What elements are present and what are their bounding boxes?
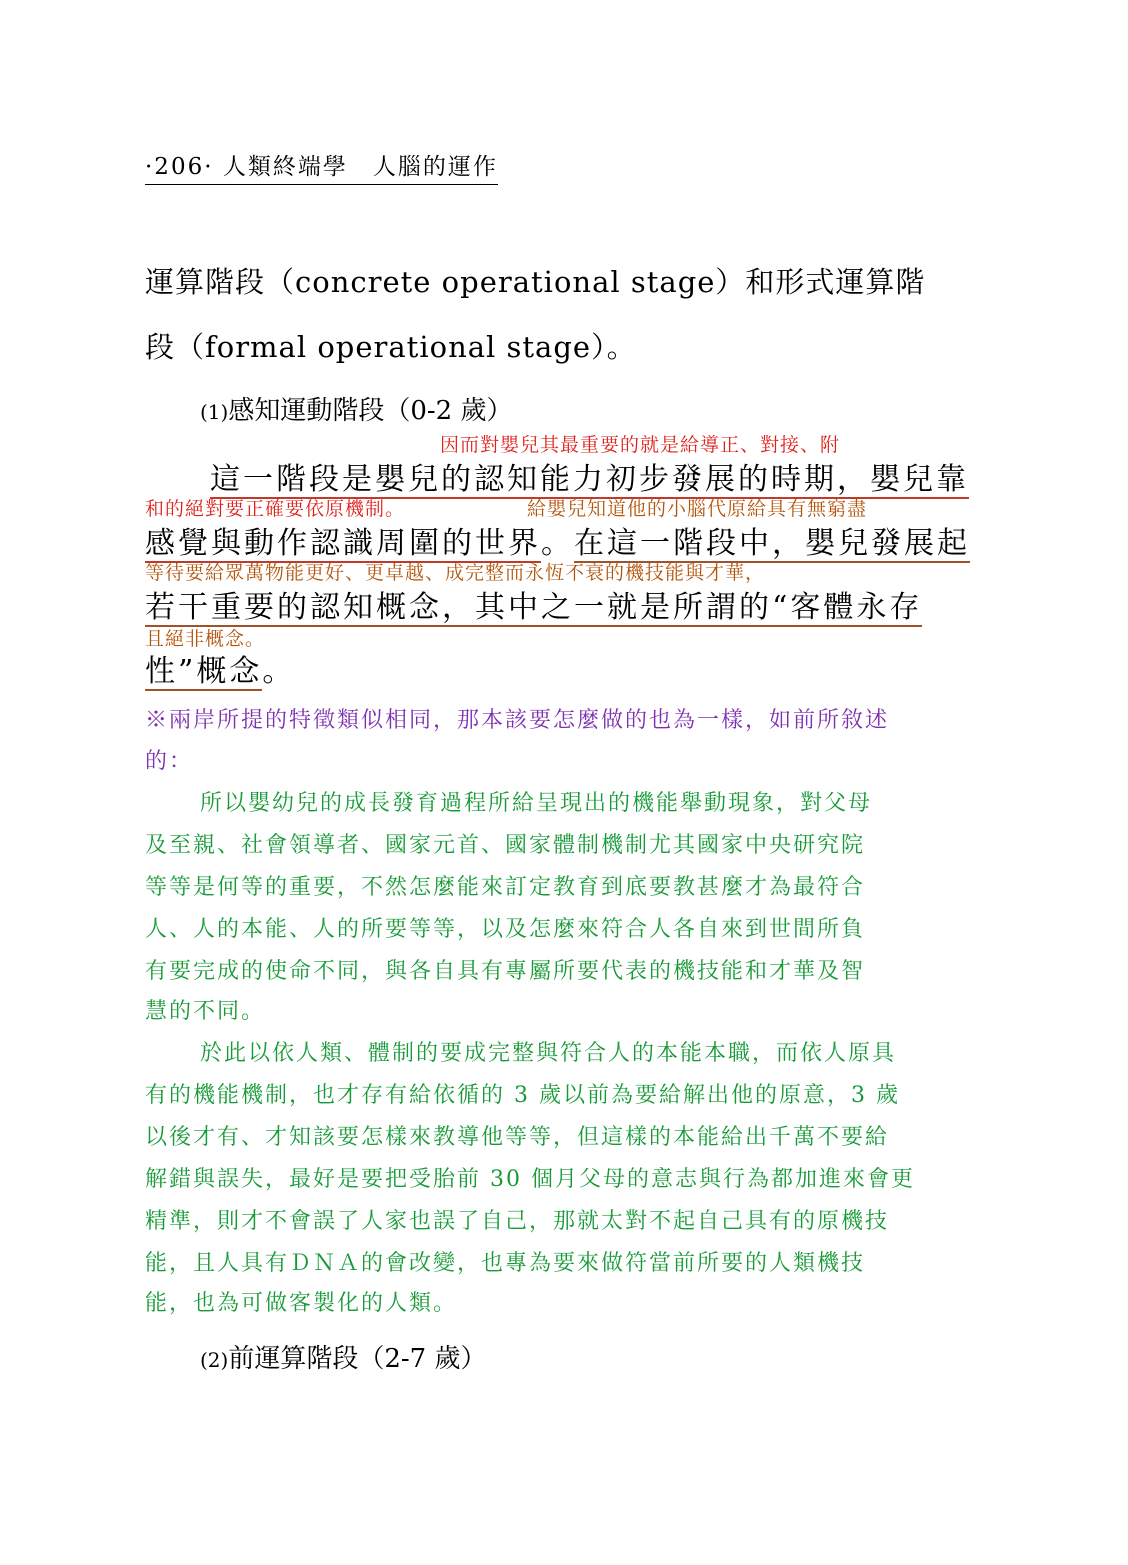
note-line-2: 的：	[145, 749, 194, 774]
main-line-4-part-a: 性”概念	[145, 654, 263, 689]
note-line-1: ※兩岸所提的特徵類似相同，那本該要怎麼做的也為一樣，如前所敘述	[145, 708, 890, 733]
para2-line-1: 於此以依人類、體制的要成完整與符合人的本能本職，而依人原具	[200, 1041, 897, 1066]
para1-line-6: 慧的不同。	[145, 999, 266, 1024]
annotation-red-2: 和的絕對要正確要依原機制。	[145, 498, 406, 520]
section-1-title: 感知運動階段（0-2 歲）	[228, 396, 513, 426]
para2-line-3: 以後才有、才知該要怎樣來教導他等等，但這樣的本能給出千萬不要給	[145, 1125, 890, 1150]
intro-line-1: 運算階段（concrete operational stage）和形式運算階	[145, 265, 926, 299]
para2-line-2: 有的機能機制，也才存有給依循的 3 歲以前為要給解出他的原意，3 歲	[145, 1083, 900, 1108]
main-line-2	[145, 518, 970, 562]
main-line-4-part-b: 。	[262, 654, 296, 689]
para2-line-6: 能，且人具有ＤＮＡ的會改變，也專為要來做符當前所要的人類機技	[145, 1251, 866, 1276]
main-line-3	[145, 582, 922, 626]
para2-line-5: 精準，則才不會誤了人家也誤了自己，那就太對不起自己具有的原機技	[145, 1209, 890, 1234]
annotation-brown-2: 等待要給眾萬物能更好、更卓越、成完整而永恆不衰的機技能與才華，	[145, 562, 766, 584]
intro-line-2: 段（formal operational stage）。	[145, 330, 637, 364]
para1-line-2: 及至親、社會領導者、國家元首、國家體制機制尤其國家中央研究院	[145, 833, 866, 858]
page-header: ·206· 人類終端學 人腦的運作	[145, 148, 498, 185]
para1-line-5: 有要完成的使命不同，與各自具有專屬所要代表的機技能和才華及智	[145, 959, 866, 984]
para1-line-3: 等等是何等的重要，不然怎麼能來訂定教育到底要教甚麼才為最符合	[145, 875, 866, 900]
section-2-number: (2)	[200, 1348, 229, 1372]
para1-line-4: 人、人的本能、人的所要等等，以及怎麼來符合人各自來到世間所負	[145, 917, 866, 942]
main-line-2-part-b: 。	[541, 526, 574, 561]
main-line-1-text: 這一階段是嬰兒的認知能力初步發展的時期，嬰兒靠	[210, 462, 969, 497]
main-line-3-text: 若干重要的認知概念，其中之一就是所謂的“客體永存	[145, 590, 923, 625]
para1-line-1: 所以嬰幼兒的成長發育過程所給呈現出的機能舉動現象，對父母	[200, 791, 873, 816]
para2-line-7: 能，也為可做客製化的人類。	[145, 1291, 458, 1316]
main-line-2-part-a: 感覺與動作認識周圍的世界	[145, 526, 541, 561]
main-line-1	[210, 454, 969, 498]
annotation-brown-1: 給嬰兒知道他的小腦代原給具有無窮盡	[527, 498, 868, 520]
section-2-heading	[200, 1338, 486, 1375]
para2-line-4: 解錯與誤失，最好是要把受胎前 30 個月父母的意志與行為都加進來會更	[145, 1167, 915, 1192]
section-2-title: 前運算階段（2-7 歲）	[228, 1344, 487, 1374]
main-line-4	[145, 646, 295, 690]
annotation-red-1: 因而對嬰兒其最重要的就是給導正、對接、附	[440, 434, 841, 456]
section-1-heading	[200, 390, 512, 427]
annotation-brown-3: 且絕非概念。	[145, 628, 266, 650]
main-line-2-part-c: 在這一階段中，嬰兒發展起	[574, 526, 970, 561]
section-1-number: (1)	[200, 400, 229, 424]
